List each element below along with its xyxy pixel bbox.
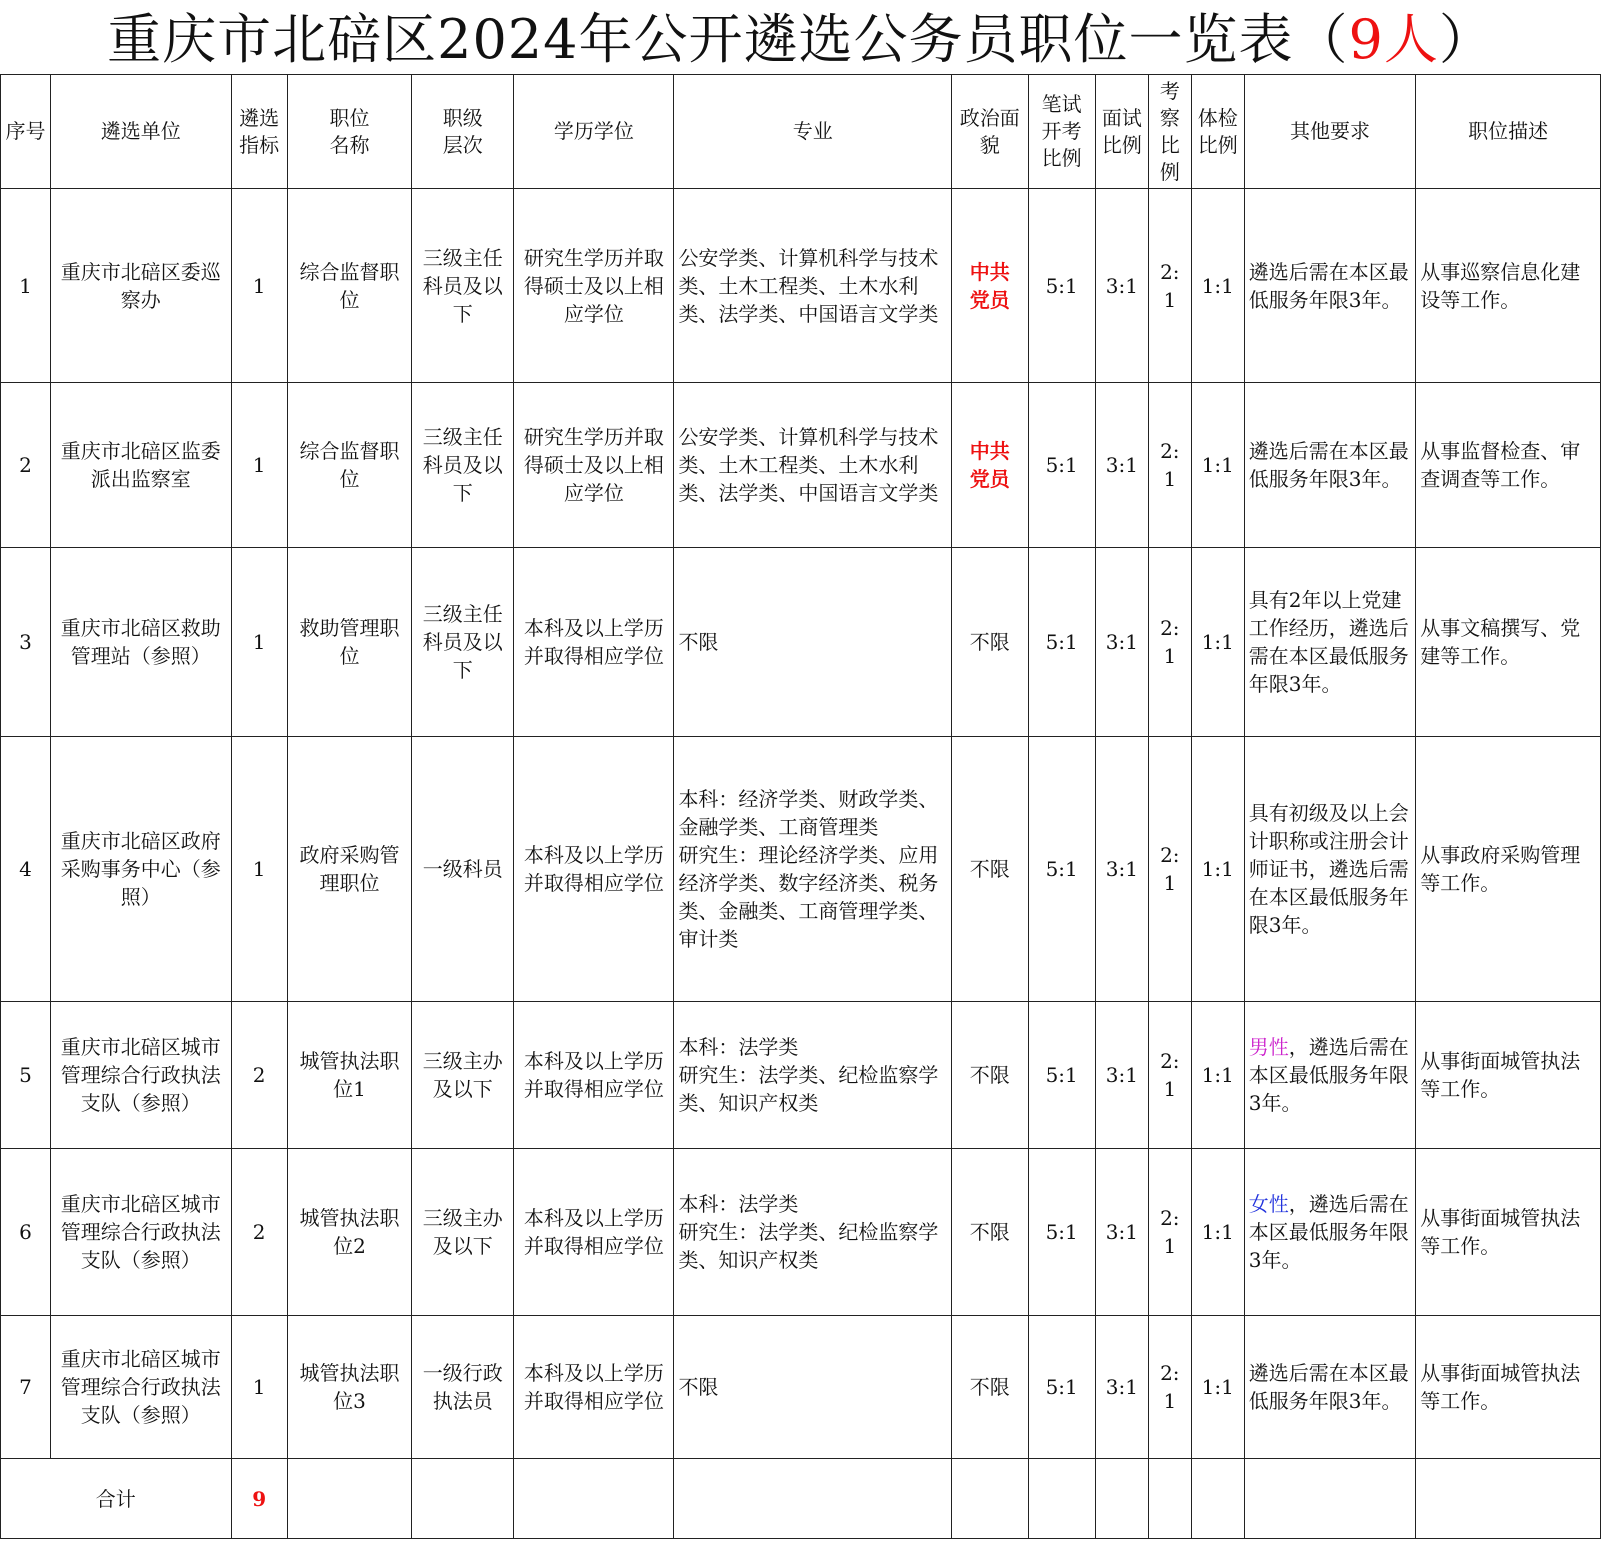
empty-cell <box>1191 1459 1244 1539</box>
header-written-ratio: 笔试开考比例 <box>1028 75 1095 189</box>
table-row <box>1 189 1601 383</box>
cell-political: 不限 <box>951 1316 1028 1459</box>
cell-inspect-ratio: 2:1 <box>1148 737 1191 1002</box>
cell-unit: 重庆市北碚区政府采购事务中心（参照） <box>51 737 232 1002</box>
total-label: 合计 <box>1 1459 232 1539</box>
total-value <box>231 1459 287 1539</box>
cell-unit: 重庆市北碚区监委派出监察室 <box>51 383 232 548</box>
other-text: 遴选后需在本区最低服务年限3年。 <box>1248 259 1409 312</box>
cell-major <box>674 737 952 1002</box>
header-physical-ratio: 体检比例 <box>1191 75 1244 189</box>
cell-description: 从事街面城管执法等工作。 <box>1416 1149 1601 1316</box>
cell-quota: 2 <box>231 1002 287 1149</box>
cell-political: 不限 <box>951 1149 1028 1316</box>
cell-major <box>674 1002 952 1149</box>
cell-education: 本科及以上学历并取得相应学位 <box>514 1316 674 1459</box>
title-close: ） <box>1438 8 1494 71</box>
header-position: 职位名称 <box>287 75 411 189</box>
cell-seq: 6 <box>1 1149 51 1316</box>
cell-level: 三级主办及以下 <box>412 1002 514 1149</box>
cell-level: 一级科员 <box>412 737 514 1002</box>
cell-seq: 2 <box>1 383 51 548</box>
cell-other <box>1244 737 1415 1002</box>
cell-position: 救助管理职位 <box>287 548 411 737</box>
cell-position: 综合监督职位 <box>287 189 411 383</box>
cell-seq: 1 <box>1 189 51 383</box>
header-row <box>1 75 1601 189</box>
cell-other <box>1244 1316 1415 1459</box>
header-inspect-ratio: 考察比例 <box>1148 75 1191 189</box>
cell-interview-ratio: 3:1 <box>1095 1316 1148 1459</box>
cell-interview-ratio: 3:1 <box>1095 189 1148 383</box>
title-main: 重庆市北碚区2024年公开遴选公务员职位一览表（ <box>107 8 1349 71</box>
cell-physical-ratio: 1:1 <box>1191 548 1244 737</box>
major-undergrad: 本科：法学类 <box>678 1192 799 1216</box>
empty-cell <box>1095 1459 1148 1539</box>
header-education: 学历学位 <box>514 75 674 189</box>
page-title <box>0 0 1601 74</box>
cell-major <box>674 1149 952 1316</box>
cell-written-ratio: 5:1 <box>1028 1149 1095 1316</box>
cell-unit: 重庆市北碚区城市管理综合行政执法支队（参照） <box>51 1149 232 1316</box>
empty-cell <box>287 1459 411 1539</box>
other-text: 具有初级及以上会计职称或注册会计师证书，遴选后需在本区最低服务年限3年。 <box>1248 801 1409 937</box>
cell-description: 从事监督检查、审查调查等工作。 <box>1416 383 1601 548</box>
major-undergrad: 本科：法学类 <box>678 1035 799 1059</box>
cell-political: 不限 <box>951 1002 1028 1149</box>
cell-quota: 1 <box>231 737 287 1002</box>
cell-inspect-ratio: 2:1 <box>1148 383 1191 548</box>
cell-position: 城管执法职位2 <box>287 1149 411 1316</box>
cell-education: 研究生学历并取得硕士及以上相应学位 <box>514 189 674 383</box>
cell-unit: 重庆市北碚区城市管理综合行政执法支队（参照） <box>51 1002 232 1149</box>
cell-major: 不限 <box>674 548 952 737</box>
cell-description: 从事巡察信息化建设等工作。 <box>1416 189 1601 383</box>
total-row <box>1 1459 1601 1539</box>
cell-political <box>951 189 1028 383</box>
cell-written-ratio: 5:1 <box>1028 383 1095 548</box>
cell-physical-ratio: 1:1 <box>1191 737 1244 1002</box>
table-row <box>1 1316 1601 1459</box>
cell-level: 一级行政执法员 <box>412 1316 514 1459</box>
cell-physical-ratio: 1:1 <box>1191 1002 1244 1149</box>
empty-cell <box>1244 1459 1415 1539</box>
header-political: 政治面貌 <box>951 75 1028 189</box>
cell-position: 综合监督职位 <box>287 383 411 548</box>
cell-inspect-ratio: 2:1 <box>1148 548 1191 737</box>
cell-quota: 1 <box>231 189 287 383</box>
cell-inspect-ratio: 2:1 <box>1148 1149 1191 1316</box>
cell-education: 研究生学历并取得硕士及以上相应学位 <box>514 383 674 548</box>
cell-quota: 1 <box>231 383 287 548</box>
cell-physical-ratio: 1:1 <box>1191 383 1244 548</box>
cell-interview-ratio: 3:1 <box>1095 548 1148 737</box>
header-unit: 遴选单位 <box>51 75 232 189</box>
cell-seq: 5 <box>1 1002 51 1149</box>
cell-education: 本科及以上学历并取得相应学位 <box>514 1149 674 1316</box>
major-graduate: 研究生：法学类、纪检监察学类、知识产权类 <box>678 1220 939 1272</box>
other-text: 遴选后需在本区最低服务年限3年。 <box>1248 1361 1409 1413</box>
other-text: 遴选后需在本区最低服务年限3年。 <box>1248 439 1409 491</box>
cell-description: 从事街面城管执法等工作。 <box>1416 1316 1601 1459</box>
cell-unit: 重庆市北碚区救助管理站（参照） <box>51 548 232 737</box>
cell-written-ratio: 5:1 <box>1028 548 1095 737</box>
table-row <box>1 548 1601 737</box>
cell-description: 从事街面城管执法等工作。 <box>1416 1002 1601 1149</box>
cell-major: 不限 <box>674 1316 952 1459</box>
empty-cell <box>412 1459 514 1539</box>
cell-quota: 1 <box>231 548 287 737</box>
cell-inspect-ratio: 2:1 <box>1148 1002 1191 1149</box>
cell-education: 本科及以上学历并取得相应学位 <box>514 548 674 737</box>
empty-cell <box>1148 1459 1191 1539</box>
header-major: 专业 <box>674 75 952 189</box>
table-row <box>1 383 1601 548</box>
cell-other <box>1244 548 1415 737</box>
cell-written-ratio: 5:1 <box>1028 1002 1095 1149</box>
cell-physical-ratio: 1:1 <box>1191 1149 1244 1316</box>
cell-other <box>1244 1149 1415 1316</box>
cell-quota: 2 <box>231 1149 287 1316</box>
header-other: 其他要求 <box>1244 75 1415 189</box>
table-row <box>1 737 1601 1002</box>
empty-cell <box>514 1459 674 1539</box>
header-interview-ratio: 面试比例 <box>1095 75 1148 189</box>
major-graduate: 研究生：理论经济学类、应用经济学类、数字经济类、税务类、金融类、工商管理学类、审计类 <box>678 843 939 951</box>
cell-inspect-ratio: 2:1 <box>1148 189 1191 383</box>
major-undergrad: 本科：经济学类、财政学类、金融学类、工商管理类 <box>678 787 939 839</box>
cell-level: 三级主任科员及以下 <box>412 548 514 737</box>
cell-description: 从事政府采购管理等工作。 <box>1416 737 1601 1002</box>
cell-political: 不限 <box>951 737 1028 1002</box>
empty-cell <box>1028 1459 1095 1539</box>
title-count: 9人 <box>1348 8 1439 71</box>
table-row <box>1 1002 1601 1149</box>
political-status: 中共党员 <box>969 259 1010 312</box>
cell-seq: 3 <box>1 548 51 737</box>
cell-political: 不限 <box>951 548 1028 737</box>
header-quota: 遴选指标 <box>231 75 287 189</box>
empty-cell <box>674 1459 952 1539</box>
cell-quota: 1 <box>231 1316 287 1459</box>
table-row <box>1 1149 1601 1316</box>
cell-interview-ratio: 3:1 <box>1095 1002 1148 1149</box>
cell-other <box>1244 189 1415 383</box>
cell-major: 公安学类、计算机科学与技术类、土木工程类、土木水利类、法学类、中国语言文学类 <box>674 383 952 548</box>
gender-female-label: 女性 <box>1248 1192 1289 1216</box>
cell-position: 城管执法职位1 <box>287 1002 411 1149</box>
political-status: 中共党员 <box>969 439 1010 491</box>
cell-education: 本科及以上学历并取得相应学位 <box>514 1002 674 1149</box>
position-table <box>0 74 1601 1539</box>
cell-position: 政府采购管理职位 <box>287 737 411 1002</box>
cell-description: 从事文稿撰写、党建等工作。 <box>1416 548 1601 737</box>
empty-cell <box>951 1459 1028 1539</box>
header-description: 职位描述 <box>1416 75 1601 189</box>
cell-interview-ratio: 3:1 <box>1095 737 1148 1002</box>
cell-interview-ratio: 3:1 <box>1095 1149 1148 1316</box>
cell-other <box>1244 383 1415 548</box>
cell-unit: 重庆市北碚区委巡察办 <box>51 189 232 383</box>
empty-cell <box>1416 1459 1601 1539</box>
cell-education: 本科及以上学历并取得相应学位 <box>514 737 674 1002</box>
header-seq: 序号 <box>1 75 51 189</box>
cell-political <box>951 383 1028 548</box>
cell-physical-ratio: 1:1 <box>1191 1316 1244 1459</box>
cell-interview-ratio: 3:1 <box>1095 383 1148 548</box>
cell-written-ratio: 5:1 <box>1028 189 1095 383</box>
other-text: ，遴选后需在本区最低服务年限3年。 <box>1248 1035 1409 1115</box>
total-quota: 9 <box>252 1486 267 1511</box>
gender-male-label: 男性 <box>1248 1035 1289 1059</box>
cell-level: 三级主任科员及以下 <box>412 383 514 548</box>
cell-position: 城管执法职位3 <box>287 1316 411 1459</box>
header-level: 职级层次 <box>412 75 514 189</box>
cell-written-ratio: 5:1 <box>1028 737 1095 1002</box>
cell-written-ratio: 5:1 <box>1028 1316 1095 1459</box>
cell-other <box>1244 1002 1415 1149</box>
cell-inspect-ratio: 2:1 <box>1148 1316 1191 1459</box>
cell-seq: 4 <box>1 737 51 1002</box>
cell-level: 三级主任科员及以下 <box>412 189 514 383</box>
other-text: 具有2年以上党建工作经历，遴选后需在本区最低服务年限3年。 <box>1248 588 1409 696</box>
cell-unit: 重庆市北碚区城市管理综合行政执法支队（参照） <box>51 1316 232 1459</box>
cell-level: 三级主办及以下 <box>412 1149 514 1316</box>
cell-seq: 7 <box>1 1316 51 1459</box>
major-graduate: 研究生：法学类、纪检监察学类、知识产权类 <box>678 1063 939 1115</box>
cell-major: 公安学类、计算机科学与技术类、土木工程类、土木水利类、法学类、中国语言文学类 <box>674 189 952 383</box>
other-text: ，遴选后需在本区最低服务年限3年。 <box>1248 1192 1409 1272</box>
cell-physical-ratio: 1:1 <box>1191 189 1244 383</box>
